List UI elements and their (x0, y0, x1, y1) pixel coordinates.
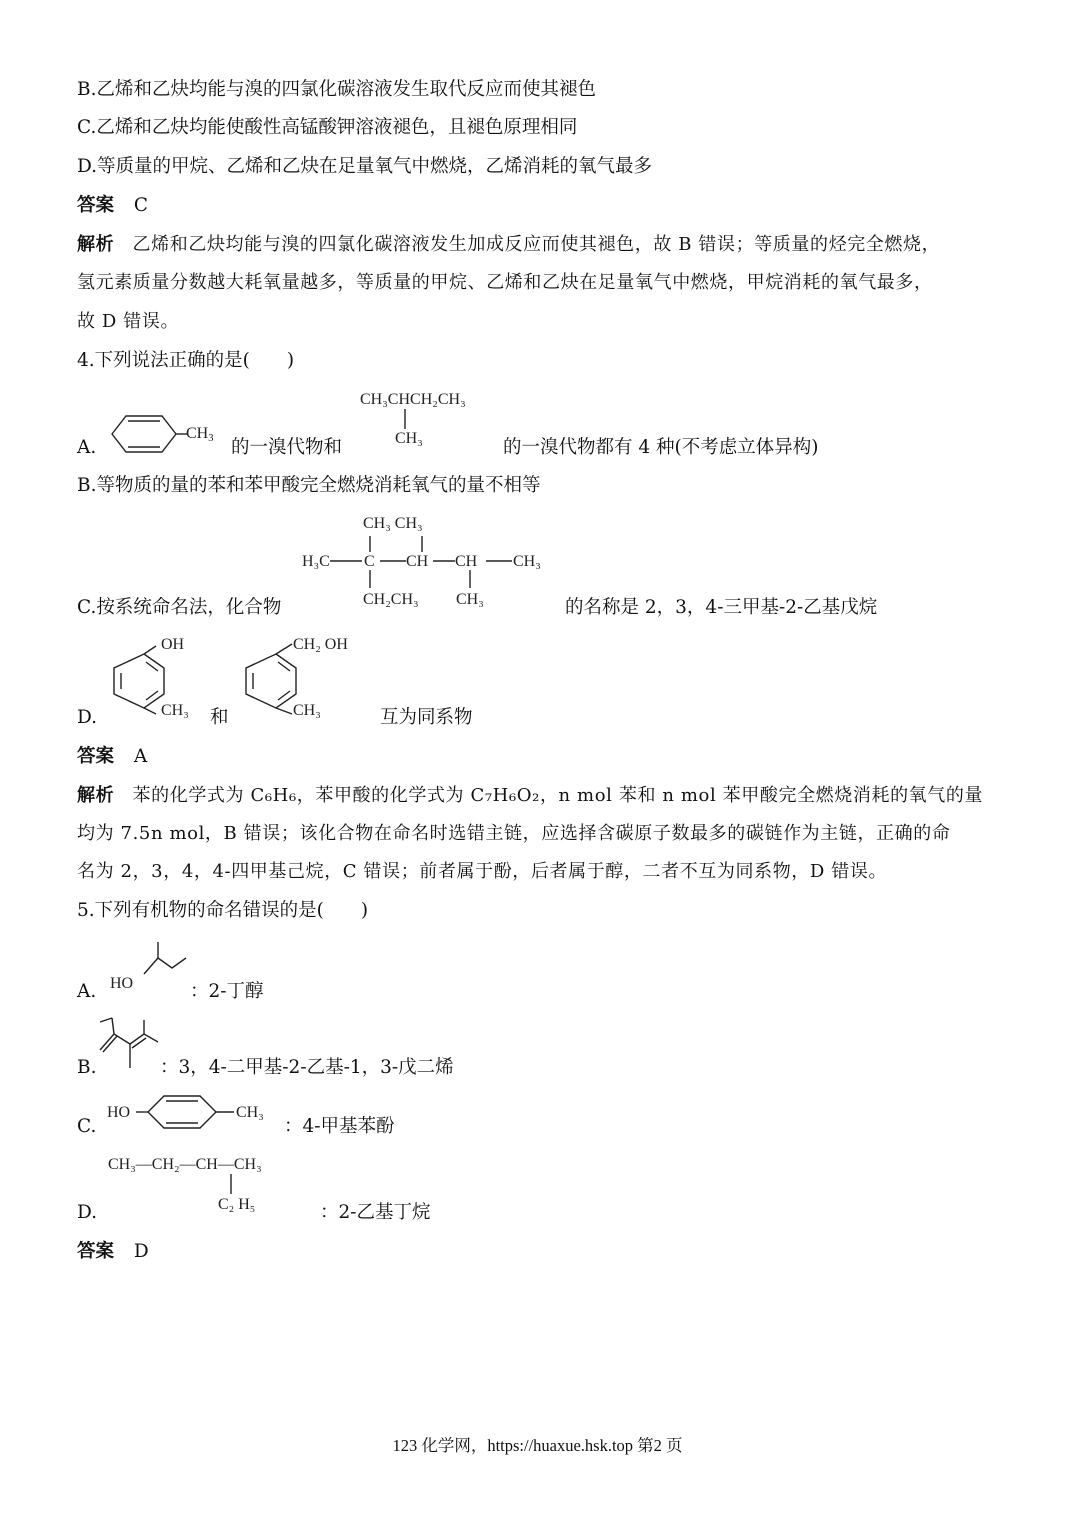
q5-option-a-prefix: A. (77, 981, 97, 1002)
methylbutane-branch: CH₃ (395, 430, 423, 447)
toluene-structure (104, 410, 194, 460)
alkane-ethyl: CH₂CH₃ (363, 591, 419, 608)
answer-value: A (133, 746, 148, 767)
analysis-text: 乙烯和乙炔均能与溴的四氯化碳溶液发生加成反应而使其褪色，故 B 错误；等质量的烃完全燃烧， (132, 234, 941, 255)
answer-value: C (133, 195, 149, 216)
q3-analysis-line-2: 氢元素质量分数越大耗氧量越多，等质量的甲烷、乙烯和乙炔在足量氧气中燃烧，甲烷消耗的氧气最多， (77, 272, 933, 293)
o-cresol-oh: OH (161, 636, 185, 653)
q4-option-d-and: 和 (210, 707, 229, 728)
alkane-h3c: H₃C (302, 553, 330, 570)
q3-option-c: C.乙烯和乙炔均能使酸性高锰酸钾溶液褪色，且褪色原理相同 (77, 117, 578, 138)
q4-stem: 4.下列说法正确的是( ) (77, 350, 295, 371)
q5-answer (77, 1240, 149, 1264)
q4-option-c-prefix: C.按系统命名法，化合物 (77, 597, 282, 618)
q5-option-c-name: ：4-甲基苯酚 (284, 1116, 395, 1137)
toluene-ch3-label: $CH_3$ (186, 425, 214, 444)
q4-option-c-suffix: 的名称是 2，3，4-三甲基-2-乙基戊烷 (565, 597, 878, 618)
q5-option-d-prefix: D. (77, 1202, 98, 1223)
page-footer: 123 化学网，https://huaxue.hsk.top 第2 页 (392, 1436, 683, 1455)
q5-option-a-name: ：2-丁醇 (190, 981, 264, 1002)
answer-label: 答案 (77, 195, 115, 216)
q5-option-b-name: ：3，4-二甲基-2-乙基-1，3-戊二烯 (160, 1057, 454, 1078)
alkane-bottom-methyl: CH₃ (456, 591, 484, 608)
para-cresol-ring (136, 1092, 236, 1132)
q5-option-d-name: ：2-乙基丁烷 (320, 1202, 431, 1223)
answer-value: D (133, 1241, 149, 1262)
answer-label: 答案 (77, 746, 115, 767)
alkane-quaternary-c: C (364, 553, 375, 570)
analysis-label: 解析 (77, 234, 115, 255)
alkane-ch-2: CH (455, 553, 478, 570)
q3-option-b: B.乙烯和乙炔均能与溴的四氯化碳溶液发生取代反应而使其褪色 (77, 79, 596, 100)
q4-option-a-suffix: 的一溴代物都有 4 种(不考虑立体异构) (503, 437, 819, 458)
butanol-ho: HO (110, 975, 134, 992)
q4-answer (77, 745, 147, 769)
methylbutane-chain: CH₃CHCH₂CH₃ (360, 391, 466, 408)
q3-analysis-line-1 (77, 233, 940, 257)
butane-ethyl-branch: C₂ H₅ (218, 1196, 256, 1213)
cresol-ch3: CH₃ (236, 1104, 264, 1121)
alkane-top-methyls: CH₃ CH₃ (363, 515, 423, 532)
q4-option-a-mid: 的一溴代物和 (231, 437, 343, 458)
butanol-skeletal (138, 940, 198, 980)
q3-answer (77, 194, 148, 218)
q3-option-d: D.等质量的甲烷、乙烯和乙炔在足量氧气中燃烧，乙烯消耗的氧气最多 (77, 156, 653, 177)
analysis-label: 解析 (77, 785, 115, 806)
q4-analysis-line-1 (77, 784, 983, 808)
q3-analysis-line-3: 故 D 错误。 (77, 311, 180, 332)
q5-stem: 5.下列有机物的命名错误的是( ) (77, 900, 369, 921)
butane-branch-bond (229, 1174, 233, 1196)
methylbutane-bond (403, 409, 407, 429)
cresol-ho: HO (107, 1104, 131, 1121)
methylbenzyl-ch3: CH₃ (293, 702, 321, 719)
o-cresol-ch3: CH₃ (161, 702, 189, 719)
q4-option-d-prefix: D. (77, 707, 98, 728)
alkane-terminal-ch3: CH₃ (513, 553, 541, 570)
q5-option-b-prefix: B. (77, 1057, 97, 1078)
q4-option-b: B.等物质的量的苯和苯甲酸完全燃烧消耗氧气的量不相等 (77, 475, 541, 496)
q4-option-d-suffix: 互为同系物 (380, 707, 473, 728)
alkane-bonds (300, 532, 540, 612)
answer-label: 答案 (77, 1241, 115, 1262)
alkane-ch-1: CH (406, 553, 429, 570)
analysis-text: 苯的化学式为 C₆H₆，苯甲酸的化学式为 C₇H₆O₂，n mol 苯和 n mol 苯甲酸完全燃烧消耗的氧气的量 (132, 785, 984, 806)
butane-main-chain: CH₃—CH₂—CH—CH₃ (108, 1156, 262, 1173)
q5-option-c-prefix: C. (77, 1116, 97, 1137)
q4-option-a-prefix: A. (77, 437, 97, 458)
q4-analysis-line-3: 名为 2，3，4，4-四甲基己烷，C 错误；前者属于酚，后者属于醇，二者不互为同系物，D 错误。 (77, 861, 888, 882)
methylbenzyl-ch2oh: CH₂ OH (293, 636, 348, 653)
q4-analysis-line-2: 均为 7.5n mol，B 错误；该化合物在命名时选错主链，应选择含碳原子数最多的碳链作为主链，正确的命 (77, 823, 951, 844)
pentadiene-skeletal (92, 1016, 162, 1076)
